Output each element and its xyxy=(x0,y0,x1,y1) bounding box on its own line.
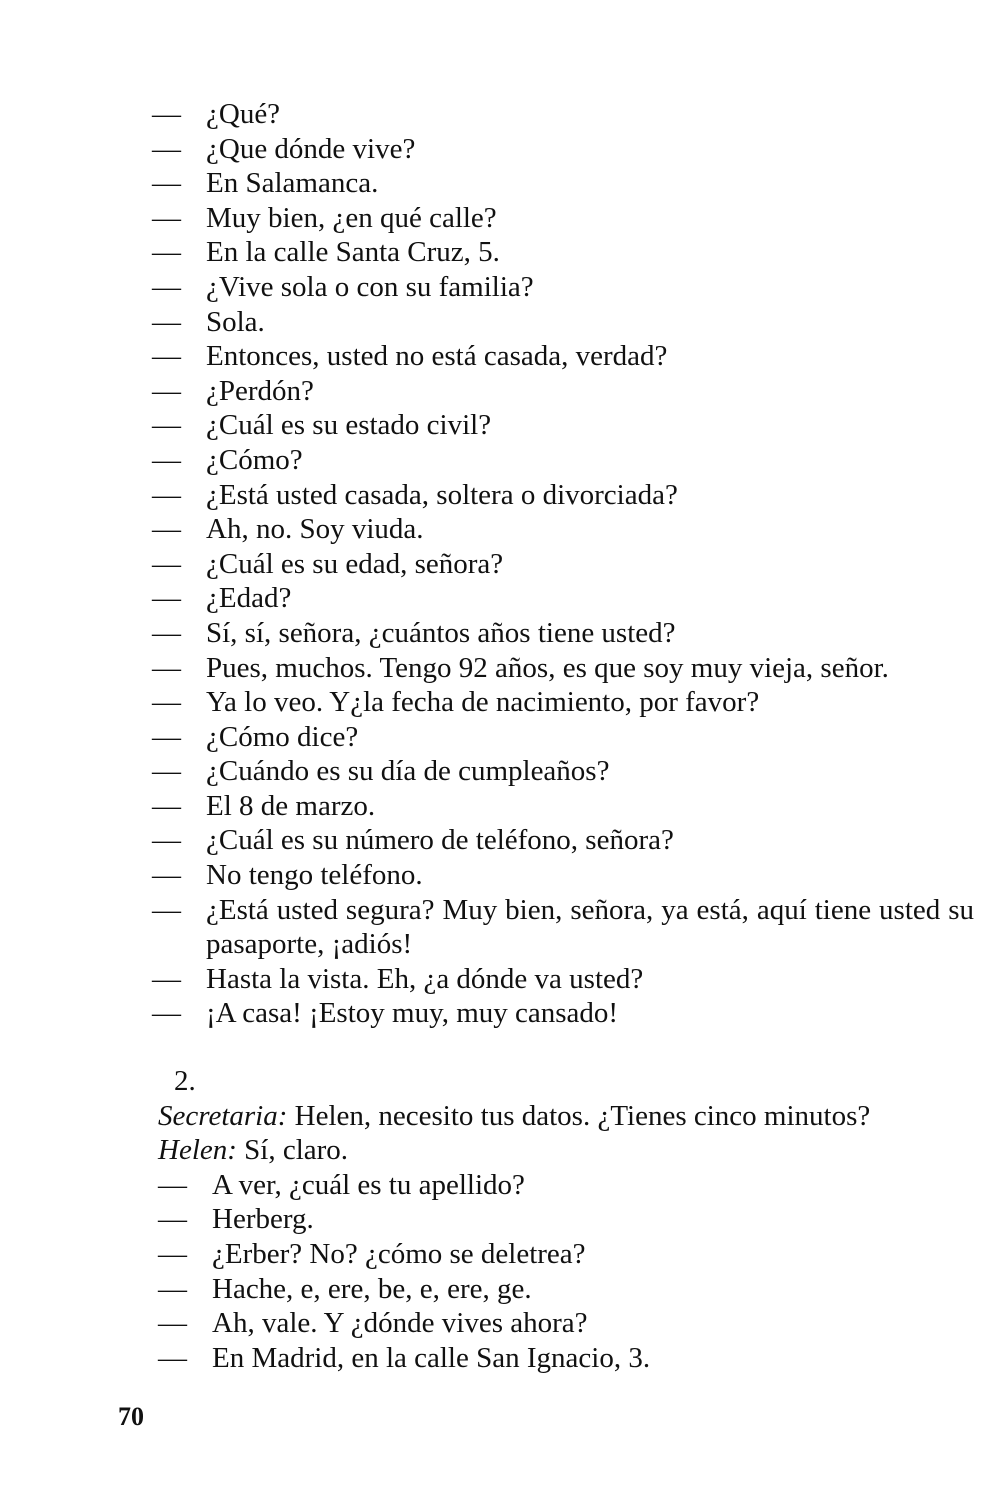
dialogue-dash: — xyxy=(152,478,181,511)
dialogue-dash: — xyxy=(152,374,181,407)
dialogue-dash: — xyxy=(152,201,181,234)
dialogue-dash: — xyxy=(152,513,181,546)
dialogue-dash: — xyxy=(152,340,181,373)
dialogue-line xyxy=(152,720,974,755)
dialogue-line xyxy=(152,547,974,582)
dialogue-text: Pues, muchos. Tengo 92 años, es que soy muy vieja, señor. xyxy=(206,651,889,684)
dialogue-dash: — xyxy=(152,236,181,269)
dialogue-line xyxy=(152,685,974,720)
dialogue-text: ¿Edad? xyxy=(206,582,292,615)
dialogue-line xyxy=(152,97,974,132)
dialogue-line xyxy=(152,132,974,167)
dialogue-dash: — xyxy=(152,547,181,580)
dialogue-text: No tengo teléfono. xyxy=(206,859,423,892)
dialogue-dash: — xyxy=(158,1341,187,1374)
dialogue-dash: — xyxy=(152,962,181,995)
dialogue-text: ¿Qué? xyxy=(206,98,281,130)
dialogue-dash: — xyxy=(152,443,181,476)
dialogue-line xyxy=(152,339,974,374)
dialogue-section-2 xyxy=(158,1064,974,1375)
dialogue-dash: — xyxy=(152,616,181,649)
dialogue-line xyxy=(152,443,974,478)
dialogue-line xyxy=(152,651,974,686)
dialogue-text: ¿Erber? No? ¿cómo se deletrea? xyxy=(212,1237,586,1270)
dialogue-dash: — xyxy=(152,582,181,615)
dialogue-line xyxy=(152,996,974,1031)
dialogue-text: Entonces, usted no está casada, verdad? xyxy=(206,340,668,373)
dialogue-line xyxy=(158,1272,974,1307)
dialogue-text: ¿Cuándo es su día de cumpleaños? xyxy=(206,755,610,788)
dialogue-section-1 xyxy=(152,97,974,1031)
dialogue-line xyxy=(158,1237,974,1272)
dialogue-dash: — xyxy=(152,824,181,857)
page-number: 70 xyxy=(118,1402,144,1431)
dialogue-dash: — xyxy=(152,167,181,200)
dialogue-text: Ah, no. Soy viuda. xyxy=(206,513,424,546)
dialogue-dash: — xyxy=(152,132,181,165)
dialogue-dash: — xyxy=(152,651,181,684)
dialogue-dash: — xyxy=(152,305,181,338)
speaker-line xyxy=(158,1099,974,1134)
dialogue-line xyxy=(152,305,974,340)
dialogue-text: El 8 de marzo. xyxy=(206,789,376,822)
dialogue-text: Muy bien, ¿en qué calle? xyxy=(206,201,497,234)
dialogue-dash: — xyxy=(152,789,181,822)
dialogue-dash: — xyxy=(158,1203,187,1236)
dialogue-line xyxy=(152,166,974,201)
speaker-text: Helen, necesito tus datos. ¿Tienes cinco minutos? xyxy=(287,1099,871,1132)
dialogue-dash: — xyxy=(152,720,181,753)
dialogue-line xyxy=(152,893,974,962)
dialogue-text: Hasta la vista. Eh, ¿a dónde va usted? xyxy=(206,962,644,995)
dialogue-dash: — xyxy=(152,409,181,442)
dialogue-dash: — xyxy=(152,270,181,303)
dialogue-text: En Madrid, en la calle San Ignacio, 3. xyxy=(212,1341,651,1374)
dialogue-text: ¿Que dónde vive? xyxy=(206,132,416,165)
dialogue-text: ¿Está usted segura? Muy bien, señora, ya está, aquí tiene usted su pasaporte, ¡adiós! xyxy=(206,893,974,961)
dialogue-dash: — xyxy=(158,1307,187,1340)
speaker-text: Sí, claro. xyxy=(236,1134,349,1167)
dialogue-text: ¿Cómo? xyxy=(206,443,303,476)
dialogue-dash: — xyxy=(152,893,181,926)
dialogue-line xyxy=(152,201,974,236)
dialogue-line xyxy=(152,581,974,616)
dialogue-dash: — xyxy=(152,859,181,892)
dialogue-text: ¡A casa! ¡Estoy muy, muy cansado! xyxy=(206,997,619,1030)
dialogue-text: Hache, e, ere, be, e, ere, ge. xyxy=(212,1272,532,1305)
dialogue-dash: — xyxy=(158,1237,187,1270)
dialogue-line xyxy=(152,616,974,651)
dialogue-line xyxy=(158,1306,974,1341)
dialogue-line xyxy=(152,858,974,893)
dialogue-text: Ah, vale. Y ¿dónde vives ahora? xyxy=(212,1307,588,1340)
dialogue-line xyxy=(158,1168,974,1203)
dialogue-line xyxy=(152,270,974,305)
dialogue-text: A ver, ¿cuál es tu apellido? xyxy=(212,1168,525,1201)
dialogue-text: Sola. xyxy=(206,305,265,338)
dialogue-line xyxy=(152,478,974,513)
dialogue-line xyxy=(158,1202,974,1237)
dialogue-line xyxy=(152,512,974,547)
dialogue-text: Herberg. xyxy=(212,1203,314,1236)
dialogue-dash: — xyxy=(152,98,181,130)
dialogue-dash: — xyxy=(158,1272,187,1305)
dialogue-text: ¿Cómo dice? xyxy=(206,720,359,753)
dialogue-text: ¿Cuál es su edad, señora? xyxy=(206,547,504,580)
dialogue-text: ¿Perdón? xyxy=(206,374,314,407)
dialogue-text: ¿Vive sola o con su familia? xyxy=(206,270,534,303)
dialogue-dash: — xyxy=(152,686,181,719)
dialogue-line xyxy=(152,408,974,443)
dialogue-line xyxy=(152,235,974,270)
dialogue-text: En Salamanca. xyxy=(206,167,379,200)
dialogue-dash: — xyxy=(152,755,181,788)
speaker-name: Helen: xyxy=(158,1134,237,1167)
dialogue-line xyxy=(158,1341,974,1376)
dialogue-text: En la calle Santa Cruz, 5. xyxy=(206,236,500,269)
section-number: 2. xyxy=(174,1065,196,1097)
dialogue-text: ¿Cuál es su estado civil? xyxy=(206,409,492,442)
dialogue-line xyxy=(152,823,974,858)
dialogue-text: Sí, sí, señora, ¿cuántos años tiene usted? xyxy=(206,616,676,649)
dialogue-text: ¿Está usted casada, soltera o divorciada? xyxy=(206,478,678,511)
speaker-line xyxy=(158,1133,974,1168)
dialogue-line xyxy=(152,374,974,409)
dialogue-line xyxy=(152,962,974,997)
dialogue-text: ¿Cuál es su número de teléfono, señora? xyxy=(206,824,674,857)
dialogue-dash: — xyxy=(152,997,181,1030)
dialogue-line xyxy=(152,754,974,789)
dialogue-line xyxy=(152,789,974,824)
speaker-name: Secretaria: xyxy=(158,1099,288,1132)
dialogue-dash: — xyxy=(158,1168,187,1201)
dialogue-text: Ya lo veo. Y¿la fecha de nacimiento, por favor? xyxy=(206,686,760,719)
